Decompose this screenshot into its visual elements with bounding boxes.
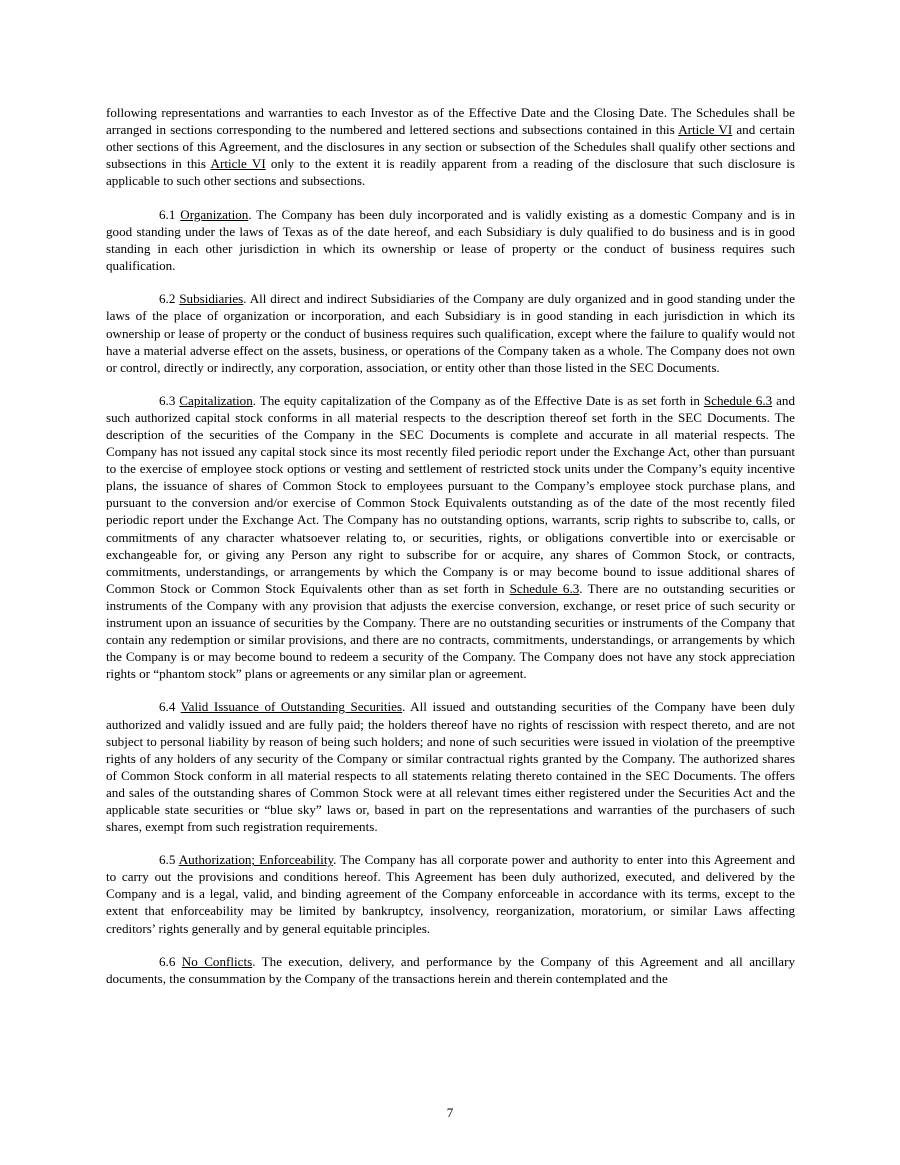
- section-text: . The Company has all corporate power and authority to enter into this Agreement and to carry out the provisions and conditions hereof. This Agreement has been duly authorized, executed, and delivered by the Company and is a legal, valid, and binding agreement of the Company enforceable in accordance with its terms, except to the extent that enforceability may be limited by bankruptcy, insolvency, reorganization, moratorium, or similar Laws affecting creditors’ rights generally and by general equitable principles.: [106, 852, 795, 936]
- section-6-5: [106, 851, 795, 936]
- section-text: . The execution, delivery, and performance by the Company of this Agreement and all ancillary documents, the consummation by the Company of the transactions herein and therein contemplated and the: [106, 954, 795, 987]
- section-number: 6.4: [159, 699, 181, 715]
- intro-text: following representations and warranties to each Investor as of the Effective Date and the Closing Date. The Schedules shall be arranged in sections corresponding to the numbered and lettered sections and subsections contained in this: [106, 105, 795, 138]
- section-6-1: [106, 206, 795, 274]
- section-number: 6.3: [159, 393, 180, 409]
- schedule-reference: Schedule 6.3: [509, 580, 580, 596]
- section-heading: Subsidiaries: [179, 291, 244, 307]
- article-reference: Article VI: [678, 122, 733, 138]
- section-text: . The Company has been duly incorporated and is validly existing as a domestic Company and is in good standing under the laws of Texas as of the date hereof, and each Subsidiary is duly qualified to do business and is in good standing in each other jurisdiction in which its ownership or lease of property or the conduct of business requires such qualification.: [106, 206, 796, 273]
- intro-paragraph: [106, 104, 795, 189]
- section-heading: No Conflicts: [181, 954, 253, 970]
- section-text: . All issued and outstanding securities of the Company have been duly authorized and validly issued and are fully paid; the holders thereof have no rights of rescission with respect thereto, and are not subject to personal liability by reason of being such holders; and none of such securities were issued in violation of the preemptive rights of any holders of any security of the Company or similar contractual rights granted by the Company. The authorized shares of Common Stock conform in all material respects to all statements relating thereto contained in the SEC Documents. The offers and sales of the outstanding shares of Common Stock were at all relevant times either registered under the Securities Act and the applicable state securities or “blue sky” laws or, based in part on the representations and warranties of the purchasers of such shares, exempt from such registration requirements.: [106, 699, 795, 834]
- document-page: [106, 104, 795, 1004]
- section-heading: Organization: [180, 206, 249, 222]
- section-text: . All direct and indirect Subsidiaries of the Company are duly organized and in good standing under the laws of the place of organization or incorporation, and each Subsidiary is in good standing in each jurisdiction in which its ownership or lease of property or the conduct of business requires such qualification, except where the failure to qualify would not have a material adverse effect on the assets, business, or operations of the Company taken as a whole. The Company does not own or control, directly or indirectly, any corporation, association, or entity other than those listed in the SEC Documents.: [106, 291, 796, 375]
- section-number: 6.2: [159, 291, 180, 307]
- section-text: and such authorized capital stock conforms in all material respects to the description thereof set forth in the SEC Documents. The description of the securities of the Company in the SEC Documents is complete and accurate in all material respects. The Company has not issued any capital stock since its most recently filed periodic report under the Exchange Act, other than pursuant to the exercise of employee stock options or vesting and settlement of restricted stock units under the Company’s equity incentive plans, the issuance of shares of Common Stock to employees pursuant to the Company’s employee stock purchase plans, and pursuant to the conversion and/or exercise of Common Stock Equivalents outstanding as of the date of the most recently filed periodic report under the Exchange Act. The Company has no outstanding options, warrants, scrip rights to subscribe to, calls, or commitments of any character whatsoever relating to, or securities, rights, or obligations convertible into or exercisable or exchangeable for, or giving any Person any right to subscribe for or acquire, any shares of Common Stock, or contracts, commitments, understandings, or arrangements by which the Company is or may become bound to issue additional shares of Common Stock or Common Stock Equivalents other than as set forth in: [106, 393, 795, 596]
- section-number: 6.5: [159, 852, 179, 868]
- section-number: 6.6: [159, 954, 182, 970]
- section-text: . The equity capitalization of the Company as of the Effective Date is as set forth in: [252, 393, 704, 409]
- section-heading: Capitalization: [179, 393, 253, 409]
- section-heading: Authorization; Enforceability: [178, 852, 334, 868]
- section-heading: Valid Issuance of Outstanding Securities: [180, 699, 403, 715]
- page-number: 7: [446, 1105, 454, 1120]
- schedule-reference: Schedule 6.3: [703, 393, 773, 409]
- intro-text: only to the extent it is readily apparent from a reading of the disclosure that such disclosure is applicable to such other sections and subsections.: [106, 156, 795, 189]
- section-6-3: [106, 392, 795, 682]
- section-text: . There are no outstanding securities or instruments of the Company with any provision that adjusts the exercise conversion, exchange, or reset price of such security or instrument upon an issuance of securities by the Company. There are no outstanding securities or instruments of the Company that contain any redemption or similar provisions, and there are no contracts, commitments, understandings, or arrangements by which the Company is or may become bound to redeem a security of the Company. The Company does not have any stock appreciation rights or “phantom stock” plans or agreements or any similar plan or agreement.: [106, 580, 795, 681]
- section-6-6: [106, 953, 795, 987]
- section-6-4: [106, 698, 795, 834]
- section-number: 6.1: [159, 206, 181, 222]
- section-6-2: [106, 290, 795, 375]
- article-reference: Article VI: [210, 156, 266, 172]
- intro-text: and certain other sections of this Agreement, and the disclosures in any section or subsection of the Schedules shall qualify other sections and subsections in this: [106, 122, 795, 172]
